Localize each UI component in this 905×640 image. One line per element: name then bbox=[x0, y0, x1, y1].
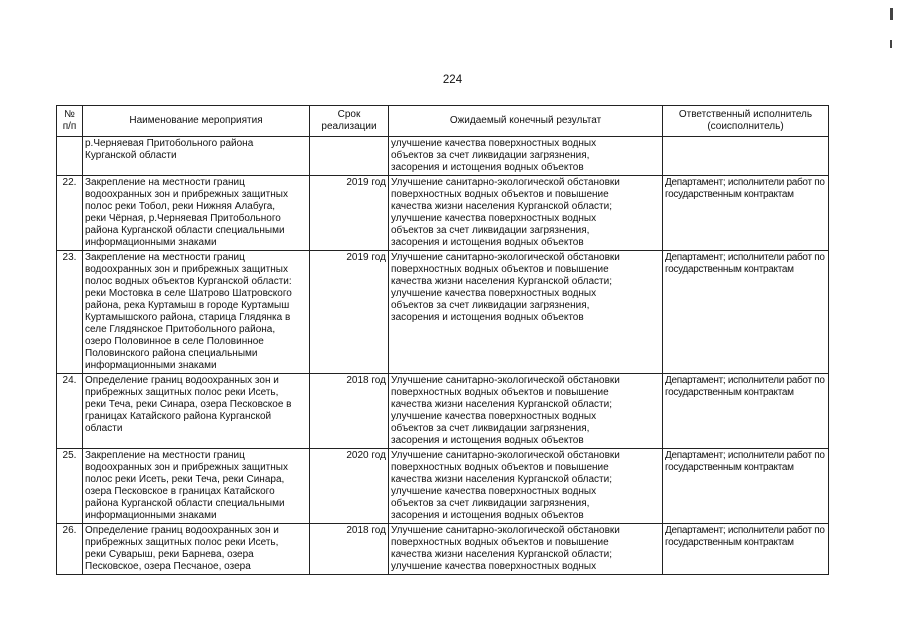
row-term: 2019 год bbox=[310, 251, 389, 374]
row-term: 2020 год bbox=[310, 449, 389, 524]
row-name: Определение границ водоохранных зон и прибрежных защитных полос реки Исеть, реки Суварыш, реки Барнева, озера Песковское, озера Песчаное, озера bbox=[83, 524, 310, 575]
row-executor: Департамент; исполнители работ по государственным контрактам bbox=[663, 374, 829, 449]
row-num: 24. bbox=[57, 374, 83, 449]
header-result: Ожидаемый конечный результат bbox=[389, 106, 663, 137]
row-num bbox=[57, 137, 83, 176]
row-executor: Департамент; исполнители работ по государственным контрактам bbox=[663, 176, 829, 251]
row-name: Закрепление на местности границ водоохранных зон и прибрежных защитных полос реки Исеть, реки Теча, реки Синара, озера Песковское в границах Катайского района Курганской области специальными информационными знаками bbox=[83, 449, 310, 524]
header-executor: Ответственный исполнитель (соисполнитель) bbox=[663, 106, 829, 137]
table-row bbox=[57, 137, 829, 176]
table-row bbox=[57, 176, 829, 251]
row-result: Улучшение санитарно-экологической обстановки поверхностных водных объектов и повышение качества жизни населения Курганской области; улучшение качества поверхностных водных bbox=[389, 524, 663, 575]
row-num: 22. bbox=[57, 176, 83, 251]
row-result: Улучшение санитарно-экологической обстановки поверхностных водных объектов и повышение качества жизни населения Курганской области; улучшение качества поверхностных водных объектов за счет ликвидации загрязнения, засорения и истощения водных объектов bbox=[389, 251, 663, 374]
row-term bbox=[310, 137, 389, 176]
row-result: Улучшение санитарно-экологической обстановки поверхностных водных объектов и повышение качества жизни населения Курганской области; улучшение качества поверхностных водных объектов за счет ликвидации загрязнения, засорения и истощения водных объектов bbox=[389, 374, 663, 449]
scan-edge-mark bbox=[890, 40, 892, 48]
scan-edge-mark bbox=[890, 8, 893, 20]
row-term: 2018 год bbox=[310, 374, 389, 449]
row-name: Определение границ водоохранных зон и прибрежных защитных полос реки Исеть, реки Теча, реки Синара, озера Песковское в границах Катайского района Курганской области bbox=[83, 374, 310, 449]
row-name: р.Черняевая Притобольного района Курганской области bbox=[83, 137, 310, 176]
row-executor: Департамент; исполнители работ по государственным контрактам bbox=[663, 449, 829, 524]
table-row bbox=[57, 251, 829, 374]
header-name: Наименование мероприятия bbox=[83, 106, 310, 137]
table-row bbox=[57, 374, 829, 449]
header-term: Срок реализации bbox=[310, 106, 389, 137]
table-header-row bbox=[57, 106, 829, 137]
table-row bbox=[57, 524, 829, 575]
table-row bbox=[57, 449, 829, 524]
row-executor: Департамент; исполнители работ по государственным контрактам bbox=[663, 251, 829, 374]
row-num: 26. bbox=[57, 524, 83, 575]
page-number: 224 bbox=[442, 74, 463, 86]
row-executor bbox=[663, 137, 829, 176]
row-name: Закрепление на местности границ водоохранных зон и прибрежных защитных полос водных объектов Курганской области: реки Мостовка в селе Шатрово Шатровского района, река Куртамыш в городе Куртамыш Куртамышского района, старица Глядянка в селе Глядянское Притобольного района, озеро Половинное в селе Половинное Половинского района специальными информационными знаками bbox=[83, 251, 310, 374]
header-num: № п/п bbox=[57, 106, 83, 137]
row-name: Закрепление на местности границ водоохранных зон и прибрежных защитных полос реки Тобол, реки Нижняя Алабуга, реки Чёрная, р.Черняевая Притобольного района Курганской области специальными информационными знаками bbox=[83, 176, 310, 251]
row-result: Улучшение санитарно-экологической обстановки поверхностных водных объектов и повышение качества жизни населения Курганской области; улучшение качества поверхностных водных объектов за счет ликвидации загрязнения, засорения и истощения водных объектов bbox=[389, 176, 663, 251]
row-result: улучшение качества поверхностных водных объектов за счет ликвидации загрязнения, засорения и истощения водных объектов bbox=[389, 137, 663, 176]
row-result: Улучшение санитарно-экологической обстановки поверхностных водных объектов и повышение качества жизни населения Курганской области; улучшение качества поверхностных водных объектов за счет ликвидации загрязнения, засорения и истощения водных объектов bbox=[389, 449, 663, 524]
row-term: 2019 год bbox=[310, 176, 389, 251]
row-num: 25. bbox=[57, 449, 83, 524]
row-term: 2018 год bbox=[310, 524, 389, 575]
measures-table bbox=[56, 105, 829, 575]
row-num: 23. bbox=[57, 251, 83, 374]
row-executor: Департамент; исполнители работ по государственным контрактам bbox=[663, 524, 829, 575]
